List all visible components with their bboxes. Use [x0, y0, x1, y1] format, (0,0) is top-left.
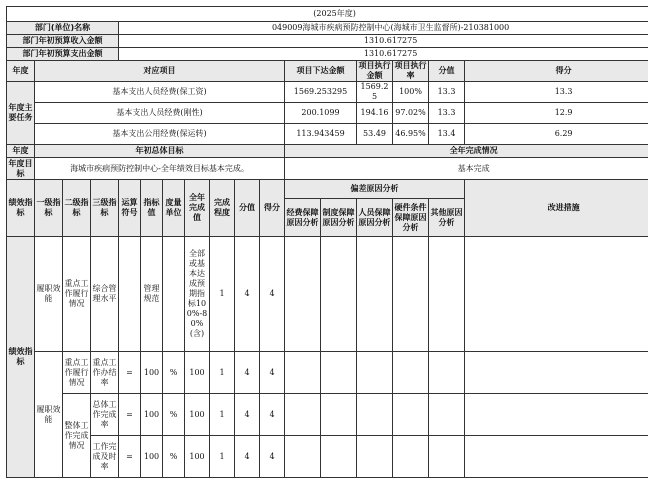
budget-score: 6.29: [465, 124, 648, 145]
col-level2: 二级指标: [63, 180, 91, 237]
initial-goal-header: 年初总体目标: [35, 145, 285, 158]
ind-actual: 全部或基本达成预期指标100%-80%(含): [185, 237, 210, 352]
ind-level2: 重点工作履行情况: [63, 237, 91, 352]
col-score: 得分: [260, 180, 285, 237]
dev-cell: [429, 237, 465, 352]
ind-unit: %: [163, 436, 185, 478]
value-header: 分值: [429, 61, 465, 82]
dev-cell: [393, 394, 429, 436]
rate-header: 项目执行率: [394, 61, 427, 80]
ind-target: 100: [141, 352, 163, 394]
budget-score: 13.3: [465, 82, 648, 103]
ind-level3: 重点工作办结率: [91, 352, 119, 394]
ind-value: 4: [235, 237, 260, 352]
dev-cell: [357, 352, 393, 394]
dev-cell: [357, 237, 393, 352]
col-dev-fund: 经费保障原因分析: [285, 199, 321, 237]
ind-degree: 1: [210, 237, 235, 352]
ind-unit: [163, 237, 185, 352]
ind-op: =: [119, 394, 141, 436]
dev-cell: [429, 436, 465, 478]
ind-score: 4: [260, 237, 285, 352]
dev-cell: [321, 394, 357, 436]
budget-issued: 1569.253295: [285, 82, 357, 103]
budget-executed: 1569.25: [357, 82, 393, 103]
goal-year-label: 年度: [7, 145, 35, 158]
initial-goal-text: 海城市疾病预防控制中心-全年绩效目标基本完成。: [35, 158, 285, 180]
goal-label: 年度目标: [8, 158, 33, 178]
col-target: 指标值: [141, 180, 163, 237]
dev-cell: [393, 237, 429, 352]
col-level3: 三级指标: [91, 180, 119, 237]
dev-cell: [321, 352, 357, 394]
ind-actual: 100: [185, 394, 210, 436]
dev-cell: [429, 394, 465, 436]
ind-unit: %: [163, 394, 185, 436]
ind-actual: 100: [185, 352, 210, 394]
ind-op: =: [119, 436, 141, 478]
ind-unit: %: [163, 352, 185, 394]
col-unit: 度量单位: [163, 180, 185, 237]
dev-cell: [357, 436, 393, 478]
income-label: 部门年初预算收入金额: [7, 35, 119, 48]
dev-cell: [321, 436, 357, 478]
ind-level3: 总体工作完成率: [91, 394, 119, 436]
budget-executed: 194.16: [357, 103, 393, 124]
ind-degree: 1: [210, 352, 235, 394]
col-dev-hardware: 硬件条件保障原因分析: [393, 199, 429, 237]
budget-value: 13.3: [429, 103, 465, 124]
ind-actual: 100: [185, 436, 210, 478]
col-dev-staff: 人员保障原因分析: [357, 199, 393, 237]
perf-label: 绩效指标: [7, 180, 35, 237]
ind-value: 4: [235, 352, 260, 394]
item-header: 对应项目: [35, 61, 285, 82]
income-value: 1310.617275: [119, 35, 648, 48]
dept-label: 部门(单位)名称: [7, 22, 119, 35]
annual-status-header: 全年完成情况: [285, 145, 648, 158]
ind-score: 4: [260, 352, 285, 394]
improve-header: 改进措施: [465, 180, 648, 237]
deviation-header: 偏差原因分析: [285, 180, 465, 199]
improve-cell: [465, 394, 648, 436]
col-value: 分值: [235, 180, 260, 237]
ind-target: 100: [141, 394, 163, 436]
dept-name: 049009海城市疾病预防控制中心(海城市卫生监督所)-210381000: [119, 22, 648, 35]
task-label: 年度主要任务: [7, 82, 35, 145]
annual-status-text: 基本完成: [285, 158, 648, 180]
ind-score: 4: [260, 436, 285, 478]
ind-target: 管理规范: [141, 237, 163, 352]
year-header: 年度: [7, 61, 35, 82]
score-header: 得分: [465, 61, 648, 82]
dev-cell: [357, 394, 393, 436]
dev-cell: [429, 352, 465, 394]
year-title: (2025年度): [7, 7, 648, 22]
budget-issued: 200.1099: [285, 103, 357, 124]
ind-level2: 整体工作完成情况: [63, 394, 91, 478]
dev-cell: [285, 436, 321, 478]
budget-item: 基本支出公用经费(保运转): [35, 124, 285, 145]
budget-rate: 46.95%: [393, 124, 429, 145]
improve-cell: [465, 352, 648, 394]
budget-rate: 100%: [393, 82, 429, 103]
ind-degree: 1: [210, 394, 235, 436]
ind-level3: 综合管理水平: [91, 237, 119, 352]
dev-cell: [393, 352, 429, 394]
expense-label: 部门年初预算支出金额: [7, 48, 119, 61]
ind-value: 4: [235, 394, 260, 436]
improve-cell: [465, 237, 648, 352]
perf-label-lower: 绩效指标: [7, 237, 35, 478]
col-dev-system: 制度保障原因分析: [321, 199, 357, 237]
ind-degree: 1: [210, 436, 235, 478]
budget-value: 13.3: [429, 82, 465, 103]
col-op: 运算符号: [119, 180, 141, 237]
executed-header: 项目执行金额: [358, 61, 391, 80]
budget-issued: 113.943459: [285, 124, 357, 145]
col-dev-other: 其他原因分析: [429, 199, 465, 237]
ind-level2: 重点工作履行情况: [63, 352, 91, 394]
expense-value: 1310.617275: [119, 48, 648, 61]
issued-header: 项目下达金额: [285, 61, 357, 82]
ind-value: 4: [235, 436, 260, 478]
ind-level1: 履职效能: [35, 237, 63, 352]
col-degree: 完成程度: [210, 180, 235, 237]
dev-cell: [393, 436, 429, 478]
dev-cell: [321, 237, 357, 352]
dev-cell: [285, 237, 321, 352]
budget-executed: 53.49: [357, 124, 393, 145]
performance-table: [6, 6, 648, 478]
ind-level1-lower: 履职效能: [35, 352, 63, 478]
ind-op: [119, 237, 141, 352]
col-level1: 一级指标: [35, 180, 63, 237]
budget-rate: 97.02%: [393, 103, 429, 124]
budget-score: 12.9: [465, 103, 648, 124]
col-actual: 全年完成值: [185, 180, 210, 237]
ind-level3: 工作完成及时率: [91, 436, 119, 478]
ind-score: 4: [260, 394, 285, 436]
budget-item: 基本支出人员经费(保工资): [35, 82, 285, 103]
budget-value: 13.4: [429, 124, 465, 145]
ind-target: 100: [141, 436, 163, 478]
improve-cell: [465, 436, 648, 478]
dev-cell: [285, 394, 321, 436]
budget-item: 基本支出人员经费(刚性): [35, 103, 285, 124]
dev-cell: [285, 352, 321, 394]
ind-op: =: [119, 352, 141, 394]
